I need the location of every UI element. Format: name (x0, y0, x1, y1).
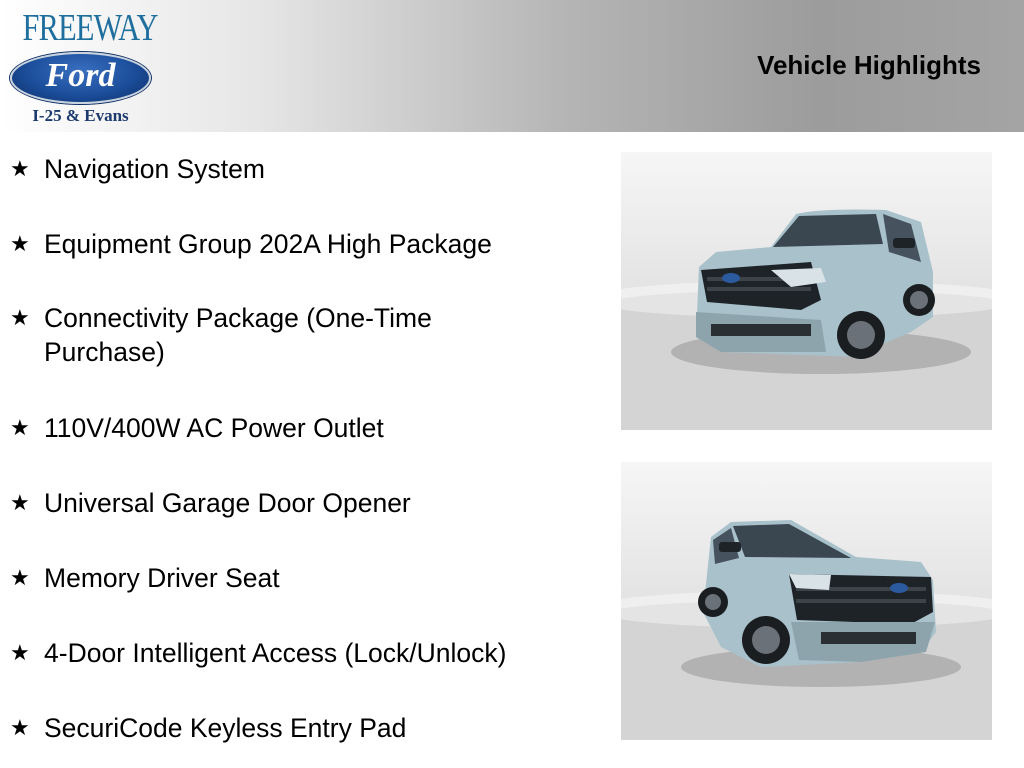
list-item (10, 486, 574, 520)
page-title: Vehicle Highlights (757, 50, 981, 80)
highlight-text: SecuriCode Keyless Entry Pad (44, 713, 407, 743)
highlight-text: Equipment Group 202A High Package (44, 229, 492, 259)
star-icon: ★ (10, 231, 30, 256)
star-icon: ★ (10, 565, 30, 590)
logo-location: I-25 & Evans (32, 106, 129, 125)
suv-illustration (621, 462, 992, 740)
star-icon: ★ (10, 490, 30, 515)
list-item (10, 561, 574, 595)
highlight-text: 110V/400W AC Power Outlet (44, 413, 384, 443)
suv-illustration (621, 152, 992, 430)
highlight-text: Connectivity Package (One-Time Purchase) (44, 303, 432, 367)
list-item (10, 711, 574, 745)
logo-dealer-name: FREEWAY (22, 7, 158, 49)
vehicle-photo-front-left[interactable] (621, 462, 992, 740)
ford-oval-logo (10, 52, 151, 104)
header-banner (0, 0, 1024, 132)
list-item (10, 152, 574, 186)
highlight-text: Navigation System (44, 154, 265, 184)
highlight-text: 4-Door Intelligent Access (Lock/Unlock) (44, 638, 507, 668)
highlight-text: Universal Garage Door Opener (44, 488, 411, 518)
highlight-text: Memory Driver Seat (44, 563, 280, 593)
star-icon: ★ (10, 415, 30, 440)
star-icon: ★ (10, 305, 30, 330)
dealer-logo[interactable] (8, 6, 158, 128)
star-icon: ★ (10, 715, 30, 740)
list-item (10, 636, 574, 670)
vehicle-photo-front-right[interactable] (621, 152, 992, 430)
star-icon: ★ (10, 156, 30, 181)
list-item (10, 227, 574, 261)
list-item (10, 301, 514, 369)
ford-script: Ford (45, 57, 116, 94)
star-icon: ★ (10, 640, 30, 665)
list-item (10, 411, 574, 445)
